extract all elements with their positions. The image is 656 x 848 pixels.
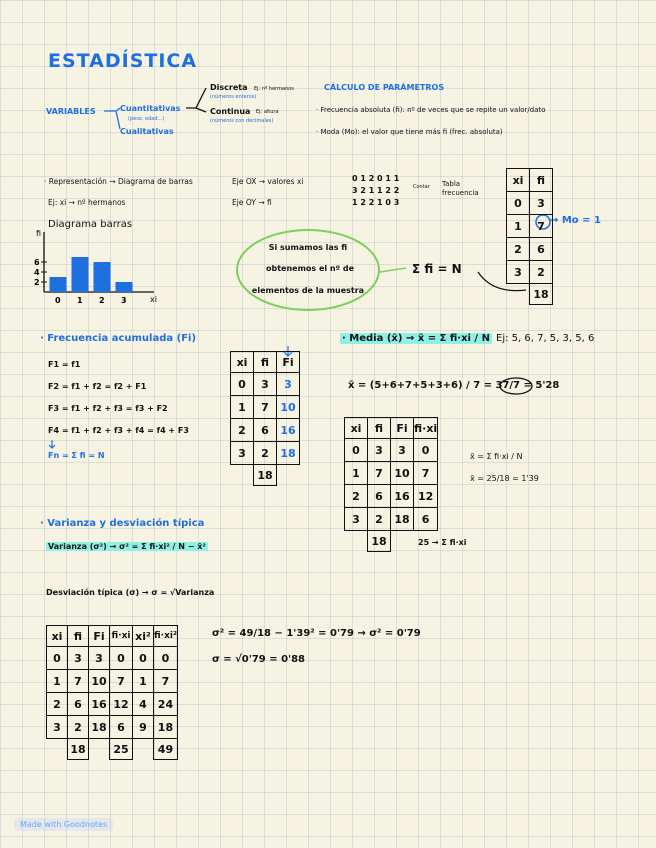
data-row-2: 3 2 1 1 2 2 [352, 186, 400, 195]
freq-header-fi: fi [530, 169, 553, 192]
var-cell: 7 [68, 670, 89, 693]
var-cell: 0 [110, 647, 133, 670]
variables-label: VARIABLES [46, 107, 96, 116]
tabla-frecuencia-label: Tabla frecuencia [442, 180, 479, 197]
media-heading [340, 333, 492, 344]
media-cell: 0 [414, 439, 438, 462]
var-cell: 0 [47, 647, 68, 670]
media-heading-text: · Media (x̄) → x̄ = Σ fi·xi / N [342, 333, 490, 344]
media-cell: 6 [368, 485, 391, 508]
discreta-sub: (números enteros) [210, 94, 257, 100]
freq-cell: 3 [507, 261, 530, 284]
var-header: fi [68, 626, 89, 647]
var-cell: 18 [154, 716, 178, 739]
fi-cell: 0 [231, 373, 254, 396]
freq-cell: 2 [507, 238, 530, 261]
media-cell: 0 [345, 439, 368, 462]
ejes-oy: Eje OY → fi [232, 198, 272, 207]
bar-chart [34, 229, 157, 305]
data-row-1: 0 1 2 0 1 1 [352, 174, 400, 183]
var-cell: 0 [154, 647, 178, 670]
media-cell: 18 [391, 508, 414, 531]
sum-formula: Σ fi = N [412, 262, 462, 276]
fi-header: fi [254, 352, 277, 373]
calculo-heading: CÁLCULO DE PARÁMETROS [324, 83, 445, 92]
x-tick-label: 0 [55, 296, 61, 305]
media-cell: 10 [391, 462, 414, 485]
x-tick-label: 1 [77, 296, 83, 305]
var-cell: 7 [110, 670, 133, 693]
var-cell: 6 [68, 693, 89, 716]
bar [94, 262, 111, 292]
freq-cell: 1 [507, 215, 530, 238]
diagram-title: Diagrama barras [48, 219, 133, 230]
fi-cell: 3 [231, 442, 254, 465]
media-side-1: x̄ = Σ fi·xi / N [470, 452, 523, 461]
fi-total: 18 [254, 465, 277, 486]
media-cell: 7 [414, 462, 438, 485]
media-header: Fi [391, 418, 414, 439]
y-tick-label: 6 [34, 258, 40, 267]
fi-cell: 3 [254, 373, 277, 396]
y-tick-label: 4 [34, 268, 40, 277]
var-cell: 4 [133, 693, 154, 716]
fi-cell: 3 [277, 373, 300, 396]
var-cell: 0 [133, 647, 154, 670]
fi-cell: 18 [277, 442, 300, 465]
var-cell: 2 [68, 716, 89, 739]
discreta-label: Discreta [210, 83, 248, 92]
var-cell: 10 [89, 670, 110, 693]
var-cell: 9 [133, 716, 154, 739]
var-cell: 24 [154, 693, 178, 716]
frec-acum-line: F2 = f1 + f2 = f2 + F1 [48, 382, 147, 391]
fi-cell: 1 [231, 396, 254, 419]
varianza-formula-text: Varianza (σ²) → σ² = Σ fi·xi² / N − x̄² [48, 542, 206, 551]
fi-header: xi [231, 352, 254, 373]
fi-cell: 16 [277, 419, 300, 442]
oval-line-2: obtenemos el nº de [266, 264, 355, 273]
bar [50, 277, 67, 292]
freq-header-xi: xi [507, 169, 530, 192]
freq-cell: 7 [530, 215, 553, 238]
var-cell: 6 [110, 716, 133, 739]
var-cell: 3 [89, 647, 110, 670]
media-header: fi·xi [414, 418, 438, 439]
x-tick-label: 2 [99, 296, 105, 305]
fi-table [230, 351, 300, 486]
continua-label: Continua [210, 107, 251, 116]
x-axis-label: xi [150, 295, 157, 304]
moda-text: · Moda (Mo): el valor que tiene más fi (frec. absoluta) [316, 128, 503, 136]
varianza-calc-2: σ = √0'79 = 0'88 [212, 654, 306, 665]
fi-header: Fi [277, 352, 300, 373]
var-cell: 1 [133, 670, 154, 693]
continua-sub: (números con decimales) [210, 118, 274, 124]
media-cell: 1 [345, 462, 368, 485]
var-cell: 12 [110, 693, 133, 716]
var-cell: 1 [47, 670, 68, 693]
frec-acum-line: F4 = f1 + f2 + f3 + f4 = f4 + F3 [48, 426, 189, 435]
y-axis-label: fi [36, 229, 42, 238]
freq-cell: 2 [530, 261, 553, 284]
var-cell: 3 [68, 647, 89, 670]
media-cell: 3 [345, 508, 368, 531]
media-table [344, 417, 438, 552]
var-cell: 3 [47, 716, 68, 739]
frec-acum-line: F1 = f1 [48, 360, 81, 369]
contar-label: Contar [413, 184, 430, 190]
var-cell: 7 [154, 670, 178, 693]
bar [116, 282, 133, 292]
var-header: xi [47, 626, 68, 647]
var-cell: 2 [47, 693, 68, 716]
var-header: Fi [89, 626, 110, 647]
frec-abs-text: · Frecuencia absoluta (fi): nº de veces que se repite un valor/dato [316, 106, 546, 114]
goodnotes-watermark: Made with Goodnotes [14, 818, 113, 831]
varianza-calc-1: σ² = 49/18 − 1'39² = 0'79 → σ² = 0'79 [212, 628, 421, 639]
discreta-ej: Ej: nº hermanos [254, 86, 294, 92]
freq-table [506, 168, 553, 305]
freq-cell: 3 [530, 192, 553, 215]
freq-cell: 0 [507, 192, 530, 215]
media-total-fi: 18 [368, 531, 391, 552]
fi-cell: 2 [254, 442, 277, 465]
frec-acum-heading: · Frecuencia acumulada (Fi) [40, 333, 197, 344]
oval-line-3: elementos de la muestra [251, 286, 365, 295]
media-calc: x̄ = (5+6+7+5+3+6) / 7 = 37/7 = 5'28 [348, 380, 560, 391]
media-cell: 16 [391, 485, 414, 508]
media-side-2: x̄ = 25/18 = 1'39 [470, 474, 539, 483]
media-cell: 12 [414, 485, 438, 508]
data-row-3: 1 2 2 1 0 3 [352, 198, 400, 207]
media-cell: 6 [414, 508, 438, 531]
frec-acum-line: Fn = Σ fi = N [48, 451, 105, 460]
var-total-fixi: 25 [110, 739, 133, 760]
mo-label: → Mo = 1 [550, 215, 601, 226]
continua-ej: Ej: altura [256, 109, 279, 115]
x-tick-label: 3 [121, 296, 127, 305]
oval-line-1: Si sumamos las fi [268, 243, 348, 252]
cuantitativas-sub: (peso, edad...) [128, 116, 165, 122]
cuantitativas-label: Cuantitativas [120, 104, 181, 113]
fi-cell: 6 [254, 419, 277, 442]
media-cell: 7 [368, 462, 391, 485]
media-cell: 2 [368, 508, 391, 531]
var-header: xi² [133, 626, 154, 647]
freq-total: 18 [530, 284, 553, 305]
cualitativas-label: Cualitativas [120, 127, 174, 136]
desviacion-formula: Desviación típica (σ) → σ = √Varianza [46, 588, 215, 597]
media-cell: 3 [391, 439, 414, 462]
fi-cell: 10 [277, 396, 300, 419]
page-title: ESTADÍSTICA [48, 50, 198, 72]
varianza-heading: · Varianza y desviación típica [40, 518, 205, 529]
var-total-fi: 18 [68, 739, 89, 760]
var-cell: 16 [89, 693, 110, 716]
y-tick-label: 2 [34, 278, 40, 287]
media-cell: 3 [368, 439, 391, 462]
varianza-table [46, 625, 178, 760]
freq-cell: 6 [530, 238, 553, 261]
var-total-fixi2: 49 [154, 739, 178, 760]
media-header: xi [345, 418, 368, 439]
media-total-fixi: 25 → Σ fi·xi [418, 538, 467, 547]
var-header: fi·xi [110, 626, 133, 647]
ejes-ox: Eje OX → valores xi [232, 177, 304, 186]
fi-cell: 2 [231, 419, 254, 442]
representacion-line: · Representación → Diagrama de barras [44, 177, 193, 186]
media-header: fi [368, 418, 391, 439]
bar [72, 257, 89, 292]
frec-acum-line: F3 = f1 + f2 + f3 = f3 + F2 [48, 404, 168, 413]
var-cell: 18 [89, 716, 110, 739]
varianza-formula [46, 542, 208, 551]
media-ej: Ej: 5, 6, 7, 5, 3, 5, 6 [496, 333, 595, 344]
var-header: fi·xi² [154, 626, 178, 647]
fi-cell: 7 [254, 396, 277, 419]
media-cell: 2 [345, 485, 368, 508]
ej-hermanos: Ej: xi → nº hermanos [48, 198, 126, 207]
